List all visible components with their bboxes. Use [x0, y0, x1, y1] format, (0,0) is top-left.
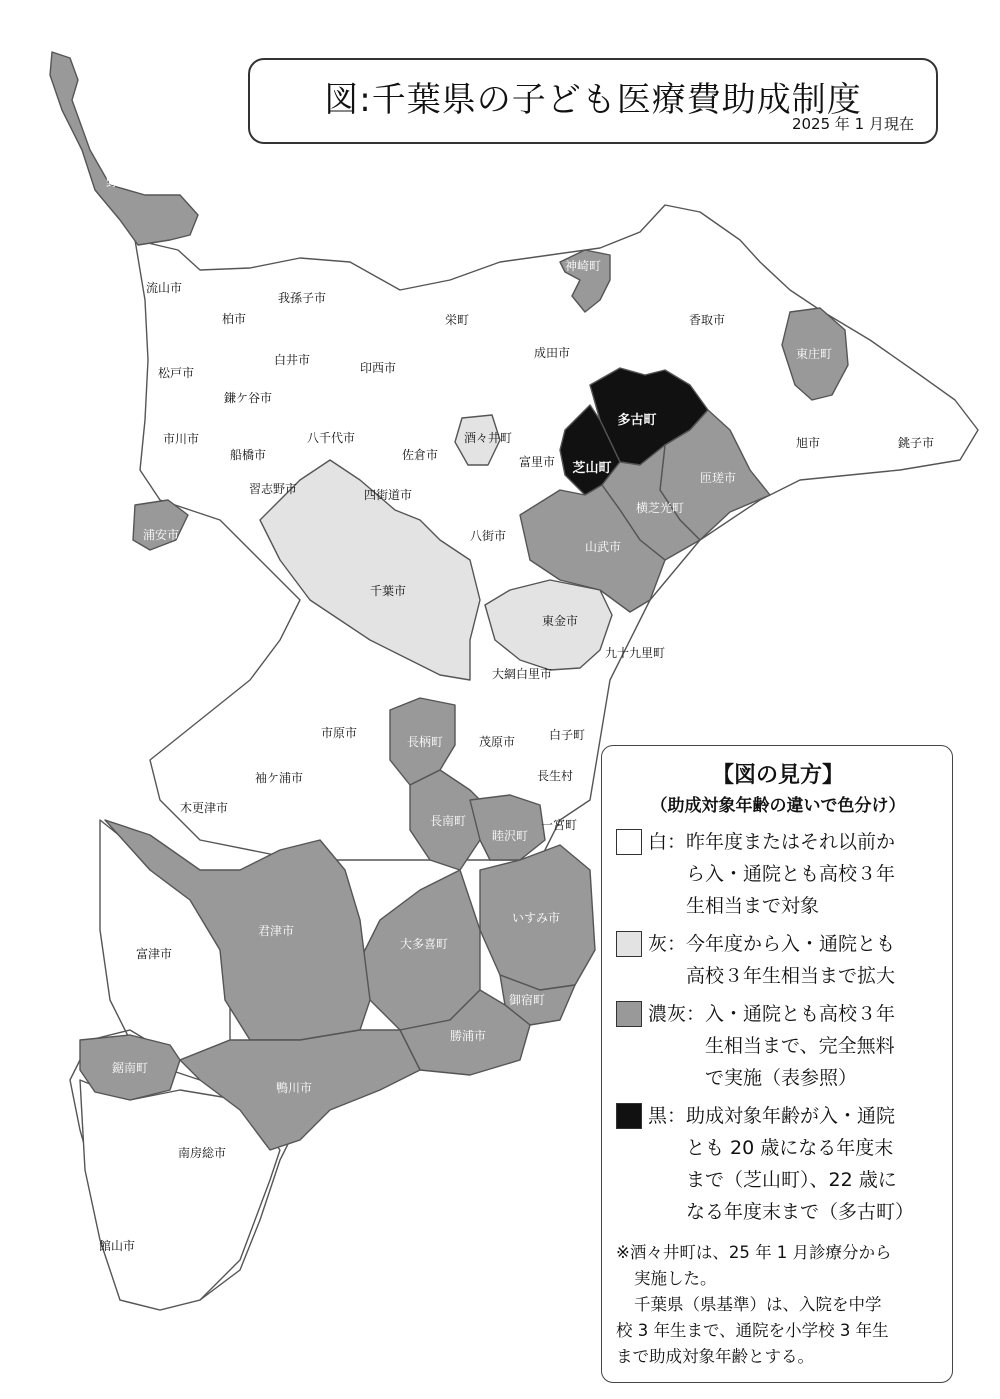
- legend-text-black-2: とも 20 歳になる年度末: [686, 1137, 894, 1159]
- label-kyonan: 鋸南町: [111, 1061, 149, 1075]
- label-nagara: 長柄町: [406, 735, 444, 749]
- legend-swatch-gray: [616, 931, 642, 957]
- label-tonosho: 東庄町: [795, 347, 833, 361]
- label-mutsuzawa: 睦沢町: [491, 829, 529, 843]
- legend-note: [616, 1240, 940, 1370]
- note2-line2: 校 3 年生まで、通院を小学校 3 年生: [616, 1321, 889, 1340]
- label-minamiboso: 南房総市: [177, 1146, 227, 1160]
- label-shirako: 白子町: [548, 728, 586, 742]
- region-noda: [50, 52, 198, 245]
- label-abiko: 我孫子市: [277, 291, 327, 305]
- legend-swatch-dark-gray: [616, 1001, 642, 1027]
- label-kozaki: 神崎町: [564, 259, 602, 273]
- note2-line3: まで助成対象年齢とする。: [616, 1347, 814, 1366]
- label-ichinomiya: 一宮町: [540, 818, 578, 832]
- label-shiroi: 白井市: [273, 353, 311, 367]
- legend-key-gray: 灰：: [648, 933, 687, 955]
- label-togane: 東金市: [541, 614, 579, 628]
- label-choshi: 銚子市: [897, 436, 935, 450]
- legend-item-black: [616, 1100, 940, 1228]
- region-urayasu: [133, 500, 188, 550]
- legend-key-white: 白：: [648, 831, 687, 853]
- legend-heading: 【図の見方】: [711, 763, 844, 788]
- label-shibayama: 芝山町: [572, 461, 612, 476]
- legend-text-white-3: 生相当まで対象: [686, 895, 820, 917]
- legend-text-dark-gray-2: 生相当まで、完全無料: [705, 1035, 895, 1057]
- label-tomisato: 富里市: [518, 455, 556, 469]
- label-sosa: 匝瑳市: [699, 471, 737, 485]
- legend-text-dark-gray-1: 入・通院とも高校３年: [705, 1003, 896, 1025]
- legend-key-black: 黒：: [648, 1105, 687, 1127]
- legend-text-gray-2: 高校３年生相当まで拡大: [686, 965, 896, 987]
- legend-text-black-3: まで（芝山町）、22 歳に: [686, 1169, 897, 1191]
- label-noda: 野田市: [105, 175, 143, 189]
- legend-text-gray-1: 今年度から入・通院とも: [686, 933, 896, 955]
- note1-line2: 実施した。: [634, 1269, 717, 1288]
- legend-item-white: [616, 826, 940, 922]
- label-sakae: 栄町: [444, 313, 470, 327]
- legend-swatch-black: [616, 1103, 642, 1129]
- label-kisarazu: 木更津市: [179, 801, 229, 815]
- label-chosei: 長生村: [536, 769, 574, 783]
- label-kamagaya: 鎌ケ谷市: [223, 391, 273, 405]
- title-box: [248, 58, 938, 144]
- map-date: 2025 年 1 月現在: [791, 115, 914, 133]
- label-chiba: 千葉市: [369, 584, 407, 598]
- legend-text-white-2: ら入・通院とも高校３年: [686, 863, 896, 885]
- label-matsudo: 松戸市: [157, 366, 195, 380]
- label-katsuura: 勝浦市: [449, 1029, 487, 1043]
- label-sanmu: 山武市: [584, 540, 622, 554]
- label-narita: 成田市: [533, 346, 571, 360]
- note2-line1: 千葉県（県基準）は、入院を中学: [634, 1295, 882, 1314]
- label-funabashi: 船橋市: [229, 448, 267, 462]
- label-inzai: 印西市: [359, 361, 397, 375]
- label-ichikawa: 市川市: [162, 432, 200, 446]
- label-kashiwa: 柏市: [221, 312, 247, 326]
- label-otaki: 大多喜町: [399, 937, 449, 951]
- legend-swatch-white: [616, 829, 642, 855]
- label-chonan: 長南町: [429, 814, 467, 828]
- label-asahi: 旭市: [795, 436, 821, 450]
- legend-text-dark-gray-3: で実施（表参照）: [705, 1067, 858, 1089]
- legend-box: [601, 745, 953, 1383]
- label-yokoshibahikari: 横芝光町: [635, 501, 685, 515]
- label-futtsu: 富津市: [135, 947, 173, 961]
- label-kamogawa: 鴨川市: [275, 1081, 313, 1095]
- label-nagareyama: 流山市: [145, 281, 183, 295]
- label-yachiyo: 八千代市: [306, 431, 356, 445]
- label-kujukuri: 九十九里町: [604, 646, 666, 660]
- label-tateyama: 館山市: [98, 1239, 136, 1253]
- legend-item-gray: [616, 928, 940, 992]
- label-katori: 香取市: [688, 313, 726, 327]
- label-sodegaura: 袖ケ浦市: [254, 771, 304, 785]
- label-oamishirasato: 大網白里市: [491, 667, 553, 681]
- label-onjuku: 御宿町: [508, 993, 546, 1007]
- label-sakura: 佐倉市: [401, 448, 439, 462]
- label-narashino: 習志野市: [248, 482, 298, 496]
- legend-key-dark-gray: 濃灰：: [648, 1003, 706, 1025]
- label-urayasu: 浦安市: [142, 528, 180, 542]
- legend-text-black-1: 助成対象年齢が入・通院: [686, 1105, 896, 1127]
- label-ichihara: 市原市: [320, 726, 358, 740]
- note1-line1: ※酒々井町は、25 年 1 月診療分から: [616, 1243, 892, 1262]
- legend-subheading: （助成対象年齢の違いで色分け）: [650, 796, 906, 816]
- legend-text-white-1: 昨年度またはそれ以前か: [686, 831, 896, 853]
- map-title: 図:千葉県の子ども医療費助成制度: [324, 80, 862, 120]
- label-kimitsu: 君津市: [257, 924, 295, 938]
- legend-item-dark-gray: [616, 998, 940, 1094]
- label-shisui: 酒々井町: [463, 431, 513, 445]
- label-yachimata: 八街市: [469, 529, 507, 543]
- label-tako: 多古町: [617, 413, 657, 428]
- legend-text-black-4: なる年度末まで（多古町）: [686, 1201, 915, 1223]
- label-mobara: 茂原市: [478, 735, 516, 749]
- label-isumi: いすみ市: [511, 911, 561, 925]
- label-yotsukaido: 四街道市: [363, 488, 413, 502]
